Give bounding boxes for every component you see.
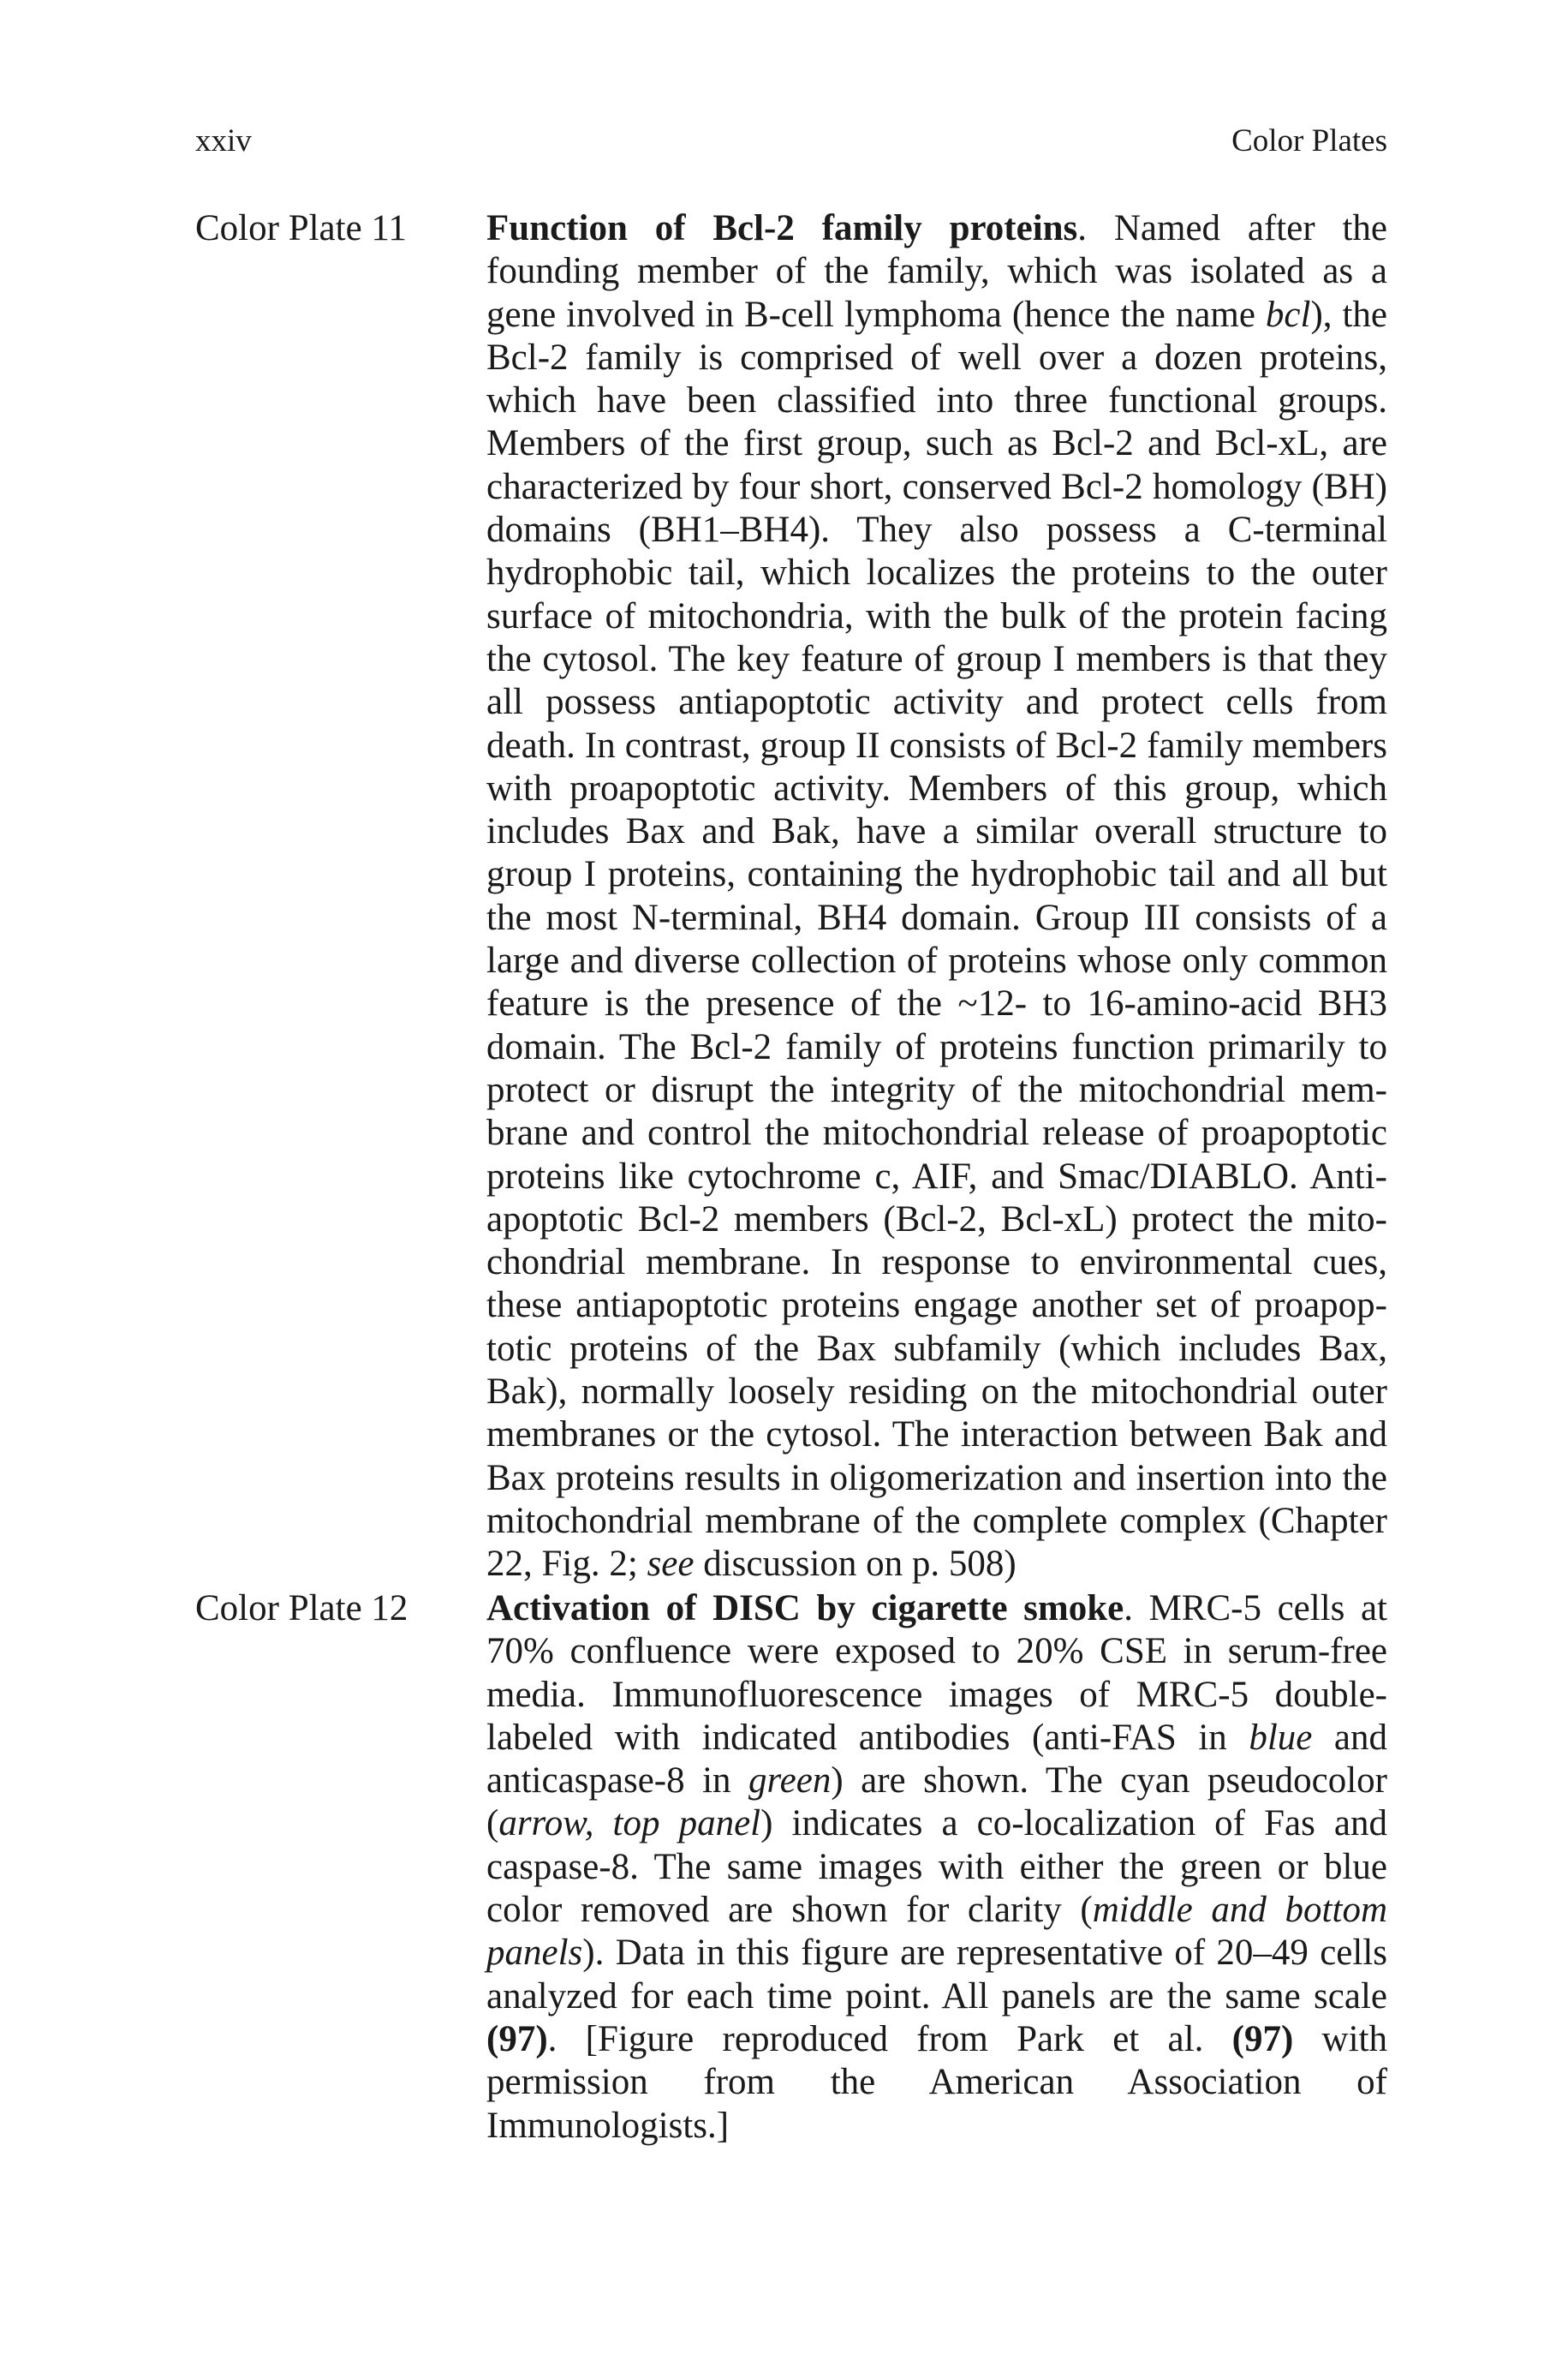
plate-label: Color Plate 12 (195, 1588, 408, 1628)
caption-text: discussion on p. 508) (694, 1544, 1017, 1585)
caption-italic: middle and bottom panels (486, 1890, 1388, 1974)
caption-text: ). Data in this figure are representative of 20–49 cells analyzed for each time point. All panels are the same scale (486, 1933, 1387, 2017)
caption-text: and anticaspase-8 in (486, 1717, 1387, 1801)
caption-italic: blue (1249, 1717, 1313, 1758)
caption-text: . MRC-5 cells at 70% confluence were exposed to 20% CSE in serum-free media. Immunofluorescence images of MRC-5 double-labeled with indicated antibodies (anti-FAS in (486, 1588, 1387, 1758)
caption-italic: green (748, 1760, 832, 1801)
plate-label: Color Plate 11 (195, 208, 407, 248)
caption-text: ), the Bcl-2 family is comprised of well over a dozen proteins, which have been classified into three functional groups. Members of the first group, such as Bcl-2 and Bcl-xL, are characterized by four short, conserved Bcl-2 homology (BH) domains (BH1–BH4). They also possess a C-terminal hydrophobic tail, which localizes the proteins to the outer surface of mitochondria, with the bulk of the protein facing the cytosol. The key feature of group I members is that they all possess antiapoptotic activity and protect cells from death. In contrast, group II consists of Bcl-2 family members with proapoptotic activity. Members of this group, which includes Bax and Bak, have a similar overall structure to group I proteins, containing the hydrophobic tail and all but the most N-terminal, BH4 domain. Group III consists of a large and diverse collection of proteins whose only common feature is the presence of the ~12- to 16-amino-acid BH3 domain. The Bcl-2 family of proteins function primarily to protect or disrupt the integrity of the mitochondrial membrane and control the mitochondrial release of proapoptotic proteins like cytochrome c, AIF, and Smac/DIABLO. Antiapoptotic Bcl-2 members (Bcl-2, Bcl-xL) protect the mitochondrial membrane. In response to environmental cues, these antiapoptotic proteins engage another set of proapoptotic proteins of the Bax subfamily (which includes Bax, Bak), normally loosely residing on the mitochondrial outer membranes or the cytosol. The interaction between Bak and Bax proteins results in oligomerization and insertion into the mitochondrial membrane of the complete complex (Chapter 22, Fig. 2; (486, 294, 1388, 1585)
section-title: Color Plates (1231, 123, 1387, 158)
caption-text: with permission from the American Association of Immunologists.] (486, 2018, 1388, 2146)
reference-number: (97) (486, 2018, 548, 2059)
caption-italic: arrow, top panel (498, 1803, 761, 1844)
reference-number: (97) (1231, 2018, 1294, 2059)
caption-text: ) are shown. The cyan pseudocolor ( (486, 1760, 1387, 1844)
caption-italic: bcl (1265, 294, 1311, 335)
plate-caption (486, 207, 1387, 1586)
caption-italic: see (647, 1544, 695, 1585)
page-number: xxiv (195, 123, 252, 158)
running-head (195, 122, 1387, 161)
caption-title: Function of Bcl-2 family proteins (486, 208, 1078, 248)
caption-text: . [Figure reproduced from Park et al. (547, 2018, 1232, 2059)
plate-caption (486, 1587, 1387, 2148)
caption-text: ) indicates a co-localization of Fas and caspase-8. The same images with either the green or blue color removed are shown for clarity ( (486, 1803, 1388, 1931)
caption-text: . Named after the founding member of the family, which was isolated as a gene involved in B-cell lymphoma (hence the name (486, 208, 1387, 335)
caption-title: Activation of DISC by cigarette smoke (486, 1588, 1124, 1628)
